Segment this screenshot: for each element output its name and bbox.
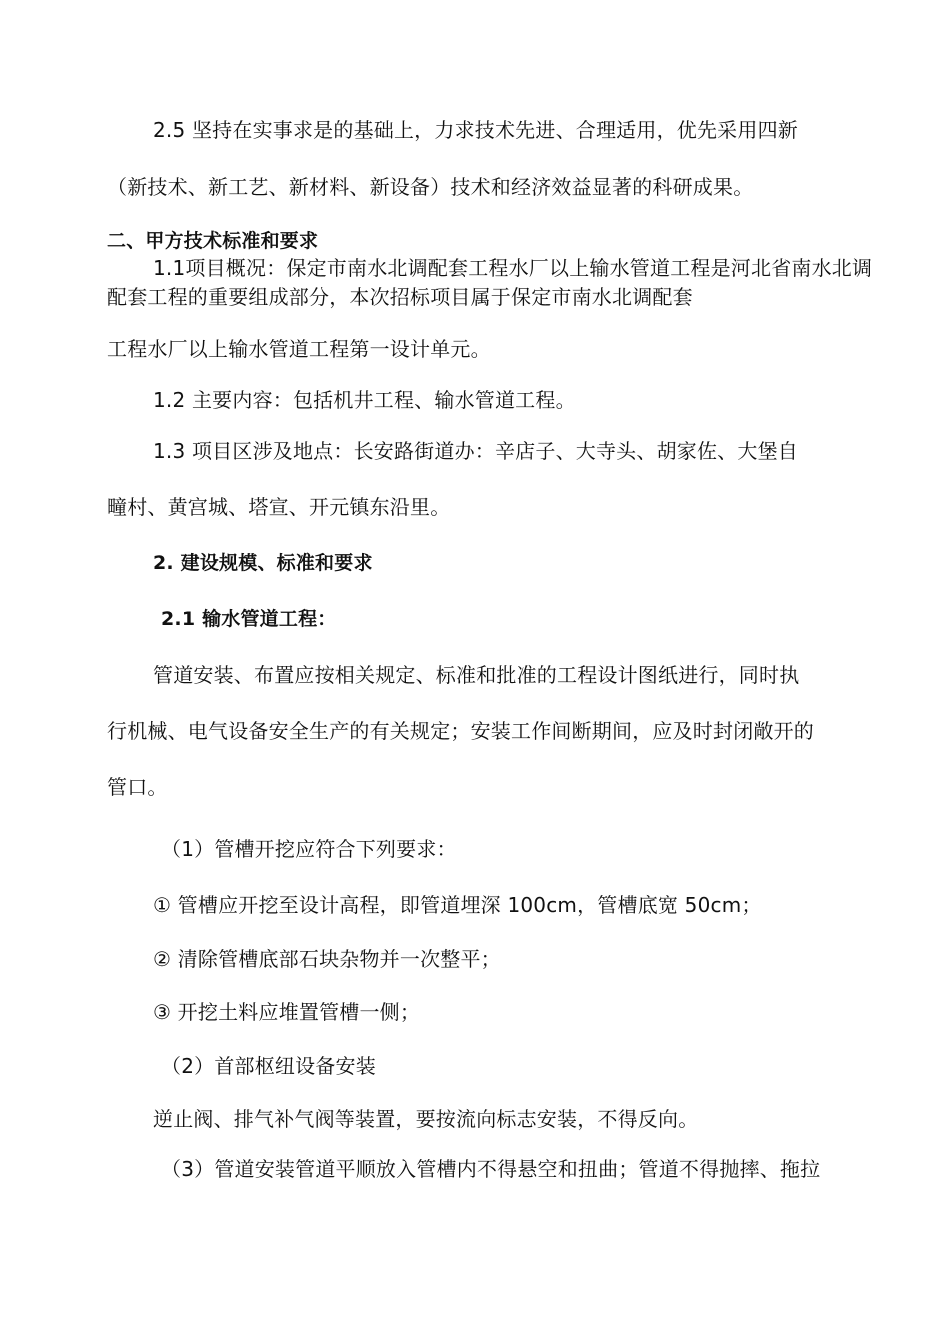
paragraph-1-2: 1.2 主要内容：包括机井工程、输水管道工程。 xyxy=(153,388,576,412)
paragraph-installation-line-3: 管口。 xyxy=(107,775,168,799)
paragraph-1-1-line-1: 1.1项目概况：保定市南水北调配套工程水厂以上输水管道工程是河北省南水北调 xyxy=(153,256,873,280)
paragraph-installation-line-1: 管道安装、布置应按相关规定、标准和批准的工程设计图纸进行，同时执 xyxy=(153,663,800,687)
heading-2-construction-scale: 2. 建设规模、标准和要求 xyxy=(153,552,373,574)
paragraph-1-3-line-1: 1.3 项目区涉及地点：长安路街道办：辛店子、大寺头、胡家佐、大堡自 xyxy=(153,439,798,463)
list-item-3-pipe-install: （3）管道安装管道平顺放入管槽内不得悬空和扭曲；管道不得抛摔、拖拉 xyxy=(161,1157,821,1181)
list-item-2-equipment: （2）首部枢纽设备安装 xyxy=(161,1054,376,1078)
sub-item-1-depth: ① 管槽应开挖至设计高程，即管道埋深 100cm，管槽底宽 50cm； xyxy=(153,893,762,917)
paragraph-1-1-line-2: 配套工程的重要组成部分，本次招标项目属于保定市南水北调配套 xyxy=(107,285,693,309)
paragraph-2-5-line-2: （新技术、新工艺、新材料、新设备）技术和经济效益显著的科研成果。 xyxy=(107,175,754,199)
list-item-1-trench: （1）管槽开挖应符合下列要求： xyxy=(161,837,457,861)
heading-2-1-pipeline-project: 2.1 输水管道工程： xyxy=(161,608,337,630)
paragraph-1-3-line-2: 疃村、黄宫城、塔宣、开元镇东沿里。 xyxy=(107,495,451,519)
sub-item-3-soil: ③ 开挖土料应堆置管槽一侧； xyxy=(153,1000,421,1024)
paragraph-2-5-line-1: 2.5 坚持在实事求是的基础上，力求技术先进、合理适用，优先采用四新 xyxy=(153,118,798,142)
sub-item-2-clear: ② 清除管槽底部石块杂物并一次整平； xyxy=(153,947,501,971)
section-heading-technical-standards: 二、甲方技术标准和要求 xyxy=(107,230,319,252)
paragraph-valve: 逆止阀、排气补气阀等装置，要按流向标志安装，不得反向。 xyxy=(153,1107,699,1131)
paragraph-installation-line-2: 行机械、电气设备安全生产的有关规定；安装工作间断期间，应及时封闭敞开的 xyxy=(107,719,814,743)
paragraph-1-1-line-3: 工程水厂以上输水管道工程第一设计单元。 xyxy=(107,337,491,361)
